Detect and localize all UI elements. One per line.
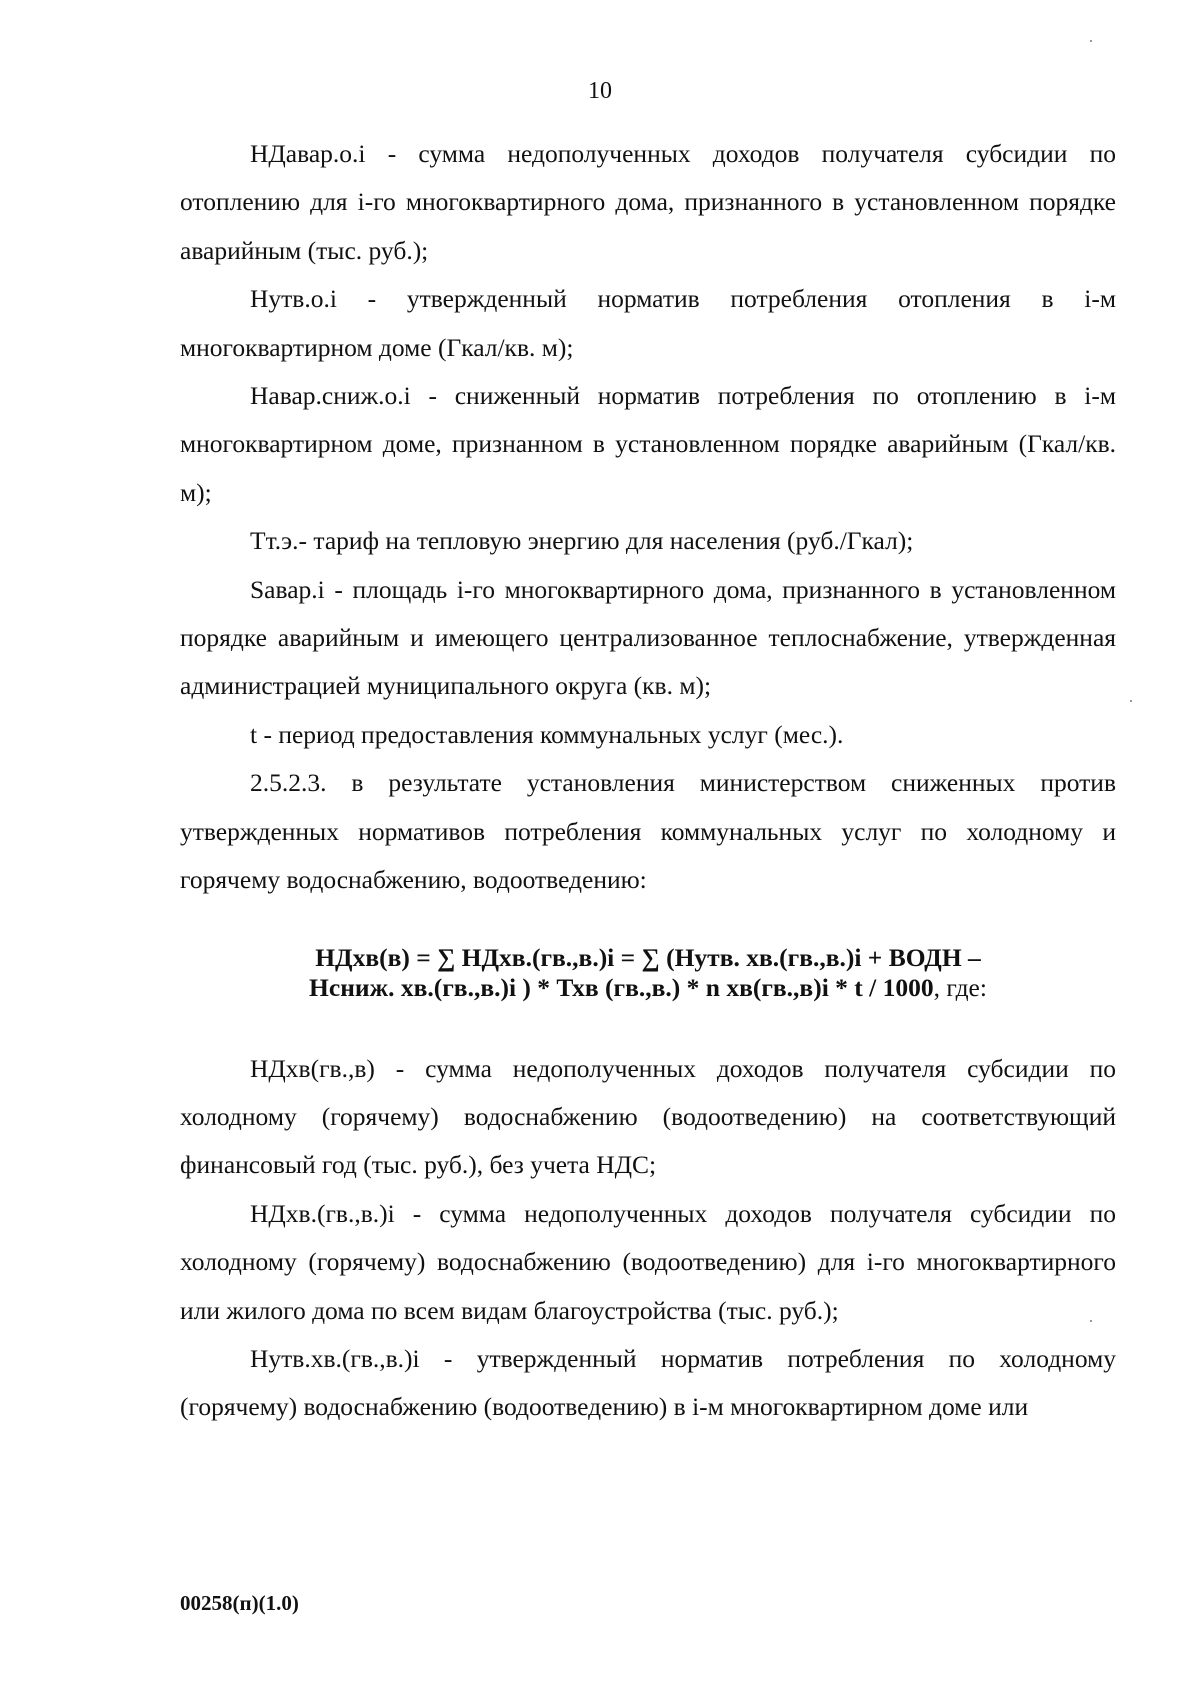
scan-speck bbox=[1090, 40, 1092, 42]
paragraph-period: t - период предоставления коммунальных услуг (мес.). bbox=[250, 719, 844, 749]
formula-block bbox=[180, 943, 1116, 1003]
footer-document-code: 00258(п)(1.0) bbox=[180, 1591, 299, 1615]
paragraph-nutv-o: Нутв.о.i - утвержденный норматив потребления отопления в i-м многоквартирном доме (Гкал/кв. м); bbox=[180, 284, 1116, 362]
paragraph-ndhv-i: НДхв.(гв.,в.)i - сумма недополученных доходов получателя субсидии по холодному (горячему) водоснабжению (водоотведению) для i-го многоквартирного или жилого дома по всем видам благоустройства (тыс. руб.); bbox=[180, 1198, 1116, 1325]
formula-line-2-expression: Нсниж. хв.(гв.,в.)i ) * Тхв (гв.,в.) * n хв(гв.,в)i * t / 1000 bbox=[309, 972, 934, 1002]
paragraph-ndavar: НДавар.о.i - сумма недополученных доходов получателя субсидии по отоплению для i-го многоквартирного дома, признанного в установленном порядке аварийным (тыс. руб.); bbox=[180, 139, 1116, 265]
formula-line-2-tail: , где: bbox=[933, 972, 987, 1002]
page-number: 10 bbox=[588, 78, 612, 104]
formula-line-1: НДхв(в) = ∑ НДхв.(гв.,в.)i = ∑ (Нутв. хв.(гв.,в.)i + ВОДН – bbox=[315, 942, 981, 972]
scan-speck bbox=[1090, 1320, 1092, 1322]
paragraph-savar: Sавар.i - площадь i-го многоквартирного дома, признанного в установленном порядке аварийным и имеющего централизованное теплоснабжение, утвержденная администрацией муниципального округа (кв. м); bbox=[180, 574, 1116, 701]
paragraph-ndhv-total: НДхв(гв.,в) - сумма недополученных доходов получателя субсидии по холодному (горячему) водоснабжению (водоотведению) на соответствующий финансовый год (тыс. руб.), без учета НДС; bbox=[180, 1053, 1116, 1180]
document-body bbox=[180, 130, 1116, 1432]
formula-line-2 bbox=[180, 973, 1116, 1003]
paragraph-2-5-2-3: 2.5.2.3. в результате установления министерством сниженных против утвержденных нормативов потребления коммунальных услуг по холодному и горячему водоснабжению, водоотведению: bbox=[180, 768, 1116, 895]
paragraph-tarif: Тт.э.- тариф на тепловую энергию для населения (руб./Гкал); bbox=[250, 526, 914, 556]
paragraph-nutv-hv: Нутв.хв.(гв.,в.)i - утвержденный норматив потребления по холодному (горячему) водоснабжению (водоотведению) в i-м многоквартирном доме или bbox=[180, 1343, 1116, 1422]
scan-speck bbox=[1130, 700, 1132, 702]
paragraph-navar-snizh: Навар.сниж.о.i - сниженный норматив потребления по отоплению в i-м многоквартирном доме, признанном в установленном порядке аварийным (Гкал/кв. м); bbox=[180, 381, 1116, 507]
